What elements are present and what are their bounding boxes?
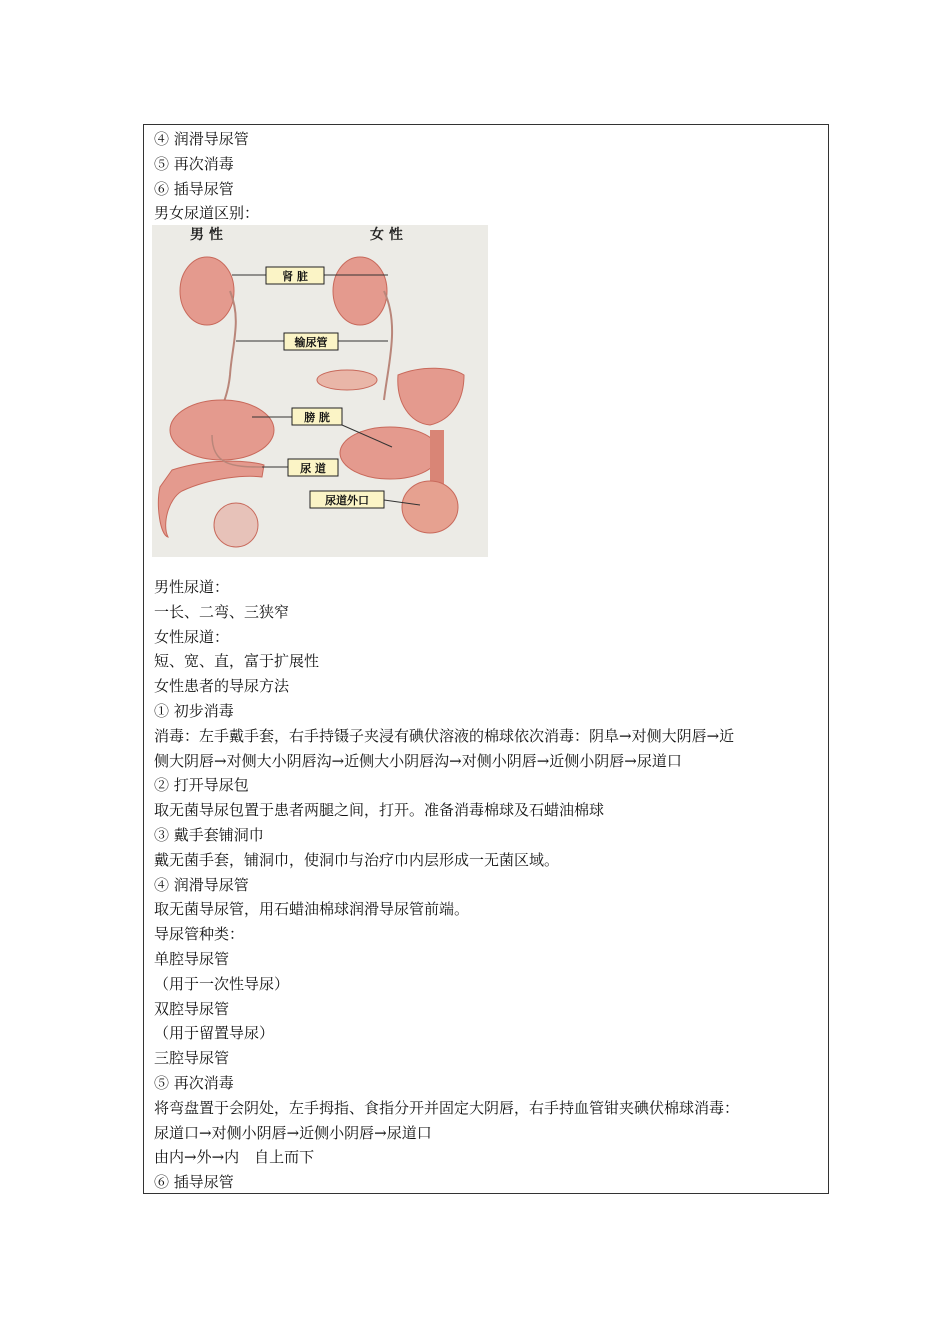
text-block-top xyxy=(154,127,824,226)
text-line: 取无菌导尿包置于患者两腿之间，打开。准备消毒棉球及石蜡油棉球 xyxy=(154,801,605,820)
text-line: ⑤ 再次消毒 xyxy=(154,154,234,173)
text-line: 女性尿道： xyxy=(154,627,230,646)
female-ureter-line xyxy=(384,291,392,400)
female-vulva-shape xyxy=(402,481,458,533)
urethral-opening-label: 尿道外口 xyxy=(325,494,369,507)
female-uterus-shape xyxy=(398,368,464,425)
kidney-label: 肾 脏 xyxy=(282,270,308,283)
text-line: 尿道口→对侧小阴唇→近侧小阴唇→尿道口 xyxy=(154,1123,432,1142)
text-line: 女性患者的导尿方法 xyxy=(154,677,290,696)
text-line: 将弯盘置于会阴处，左手拇指、食指分开并固定大阴唇，右手持血管钳夹碘伏棉球消毒： xyxy=(154,1098,740,1117)
text-line: （用于一次性导尿） xyxy=(154,974,290,993)
text-line: ⑥ 插导尿管 xyxy=(154,1173,234,1192)
text-line: ② 打开导尿包 xyxy=(154,776,249,795)
male-heading: 男 性 xyxy=(190,227,223,243)
text-line: 侧大阴唇→对侧大小阴唇沟→近侧大小阴唇沟→对侧小阴唇→近侧小阴唇→尿道口 xyxy=(154,751,682,770)
male-testis-shape xyxy=(214,503,258,547)
document-frame xyxy=(143,124,829,1194)
text-line: 取无菌导尿管，用石蜡油棉球润滑导尿管前端。 xyxy=(154,900,470,919)
male-kidney-shape xyxy=(180,257,234,325)
female-vagina-shape xyxy=(430,430,444,485)
female-bladder-shape xyxy=(340,427,440,479)
text-line: ④ 润滑导尿管 xyxy=(154,130,249,148)
female-ovary-shape xyxy=(317,370,377,390)
text-line: 短、宽、直，富于扩展性 xyxy=(154,652,320,671)
text-line: 三腔导尿管 xyxy=(154,1049,230,1068)
text-line: 消毒：左手戴手套，右手持镊子夹浸有碘伏溶液的棉球依次消毒：阴阜→对侧大阴唇→近 xyxy=(154,726,735,745)
text-line: ⑥ 插导尿管 xyxy=(154,179,234,198)
text-line: 男女尿道区别： xyxy=(154,204,260,223)
text-line: 导尿管种类： xyxy=(154,925,245,944)
text-line: （用于留置导尿） xyxy=(154,1024,275,1043)
ureter-label: 输尿管 xyxy=(294,336,328,349)
text-line: 一长、二弯、三狭窄 xyxy=(154,602,290,621)
text-line: ⑤ 再次消毒 xyxy=(154,1073,234,1092)
text-line: ③ 戴手套铺洞巾 xyxy=(154,825,264,844)
female-heading: 女 性 xyxy=(370,227,403,243)
text-line: 男性尿道： xyxy=(154,578,230,596)
text-block-bottom xyxy=(154,575,824,1195)
bladder-label: 膀 胱 xyxy=(304,411,330,424)
urinary-system-figure xyxy=(152,225,488,557)
anatomy-illustration xyxy=(152,225,488,557)
text-line: ④ 润滑导尿管 xyxy=(154,875,249,894)
text-line: ① 初步消毒 xyxy=(154,701,234,720)
text-line: 双腔导尿管 xyxy=(154,999,230,1018)
text-line: 戴无菌手套，铺洞巾，使洞巾与治疗巾内层形成一无菌区域。 xyxy=(154,850,560,869)
text-line: 单腔导尿管 xyxy=(154,949,230,968)
female-kidney-shape xyxy=(333,257,387,325)
male-bladder-shape xyxy=(170,400,274,460)
urethra-label: 尿 道 xyxy=(300,462,326,475)
text-line: 由内→外→内 自上而下 xyxy=(154,1148,315,1167)
